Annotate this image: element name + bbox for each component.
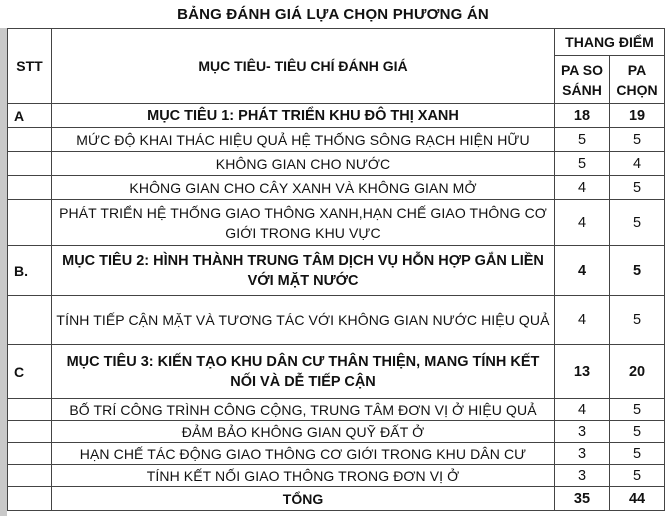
goal-row (8, 104, 665, 128)
criteria-row (8, 200, 665, 246)
criteria-compare: 3 (555, 465, 610, 487)
criteria-stt (8, 128, 52, 152)
criteria-row (8, 465, 665, 487)
criteria-label: TÍNH TIẾP CẬN MẶT VÀ TƯƠNG TÁC VỚI KHÔNG GIAN NƯỚC HIỆU QUẢ (52, 296, 555, 345)
header-stt: STT (8, 29, 52, 104)
criteria-compare: 4 (555, 399, 610, 421)
criteria-compare: 5 (555, 128, 610, 152)
total-label: TỔNG (52, 487, 555, 511)
goal-label: MỤC TIÊU 3: KIẾN TẠO KHU DÂN CƯ THÂN THIỆN, MANG TÍNH KẾT NỐI VÀ DỄ TIẾP CẬN (52, 345, 555, 399)
criteria-compare: 3 (555, 421, 610, 443)
criteria-row (8, 296, 665, 345)
criteria-label: TÍNH KẾT NỐI GIAO THÔNG TRONG ĐƠN VỊ Ở (52, 465, 555, 487)
criteria-compare: 3 (555, 443, 610, 465)
header-row-1 (8, 29, 665, 56)
criteria-chosen: 5 (610, 296, 665, 345)
criteria-row (8, 421, 665, 443)
criteria-compare: 4 (555, 176, 610, 200)
criteria-row (8, 176, 665, 200)
criteria-stt (8, 465, 52, 487)
criteria-label: BỐ TRÍ CÔNG TRÌNH CÔNG CỘNG, TRUNG TÂM ĐƠN VỊ Ở HIỆU QUẢ (52, 399, 555, 421)
criteria-row (8, 128, 665, 152)
criteria-stt (8, 443, 52, 465)
left-margin-strip (0, 28, 7, 516)
criteria-chosen: 5 (610, 399, 665, 421)
goal-compare: 18 (555, 104, 610, 128)
goal-row (8, 246, 665, 296)
total-compare: 35 (555, 487, 610, 511)
criteria-stt (8, 421, 52, 443)
goal-stt: C (8, 345, 52, 399)
criteria-compare: 5 (555, 152, 610, 176)
goal-label: MỤC TIÊU 1: PHÁT TRIỂN KHU ĐÔ THỊ XANH (52, 104, 555, 128)
criteria-chosen: 5 (610, 200, 665, 246)
goal-chosen: 19 (610, 104, 665, 128)
table-title: BẢNG ĐÁNH GIÁ LỰA CHỌN PHƯƠNG ÁN (177, 5, 489, 23)
criteria-stt (8, 152, 52, 176)
goal-chosen: 20 (610, 345, 665, 399)
goal-stt: B. (8, 246, 52, 296)
evaluation-table (7, 28, 665, 511)
criteria-row (8, 443, 665, 465)
header-compare: PA SO SÁNH (555, 56, 610, 104)
header-chosen: PA CHỌN (610, 56, 665, 104)
criteria-chosen: 5 (610, 465, 665, 487)
criteria-chosen: 5 (610, 176, 665, 200)
criteria-stt (8, 296, 52, 345)
goal-compare: 13 (555, 345, 610, 399)
criteria-chosen: 4 (610, 152, 665, 176)
goal-label: MỤC TIÊU 2: HÌNH THÀNH TRUNG TÂM DỊCH VỤ HỖN HỢP GẮN LIỀN VỚI MẶT NƯỚC (52, 246, 555, 296)
criteria-stt (8, 200, 52, 246)
goal-compare: 4 (555, 246, 610, 296)
header-criteria: MỤC TIÊU- TIÊU CHÍ ĐÁNH GIÁ (52, 29, 555, 104)
criteria-row (8, 399, 665, 421)
criteria-chosen: 5 (610, 421, 665, 443)
criteria-chosen: 5 (610, 128, 665, 152)
criteria-label: ĐẢM BẢO KHÔNG GIAN QUỸ ĐẤT Ở (52, 421, 555, 443)
criteria-label: PHÁT TRIỂN HỆ THỐNG GIAO THÔNG XANH,HẠN CHẾ GIAO THÔNG CƠ GIỚI TRONG KHU VỰC (52, 200, 555, 246)
criteria-label: HẠN CHẾ TÁC ĐỘNG GIAO THÔNG CƠ GIỚI TRONG KHU DÂN CƯ (52, 443, 555, 465)
criteria-label: KHÔNG GIAN CHO CÂY XANH VÀ KHÔNG GIAN MỞ (52, 176, 555, 200)
criteria-stt (8, 176, 52, 200)
total-chosen: 44 (610, 487, 665, 511)
criteria-compare: 4 (555, 296, 610, 345)
criteria-label: KHÔNG GIAN CHO NƯỚC (52, 152, 555, 176)
total-row (8, 487, 665, 511)
criteria-chosen: 5 (610, 443, 665, 465)
header-score-group: THANG ĐIỂM (555, 29, 665, 56)
goal-chosen: 5 (610, 246, 665, 296)
criteria-compare: 4 (555, 200, 610, 246)
goal-row (8, 345, 665, 399)
criteria-row (8, 152, 665, 176)
criteria-label: MỨC ĐỘ KHAI THÁC HIỆU QUẢ HỆ THỐNG SÔNG RẠCH HIỆN HỮU (52, 128, 555, 152)
goal-stt: A (8, 104, 52, 128)
criteria-stt (8, 399, 52, 421)
total-stt (8, 487, 52, 511)
